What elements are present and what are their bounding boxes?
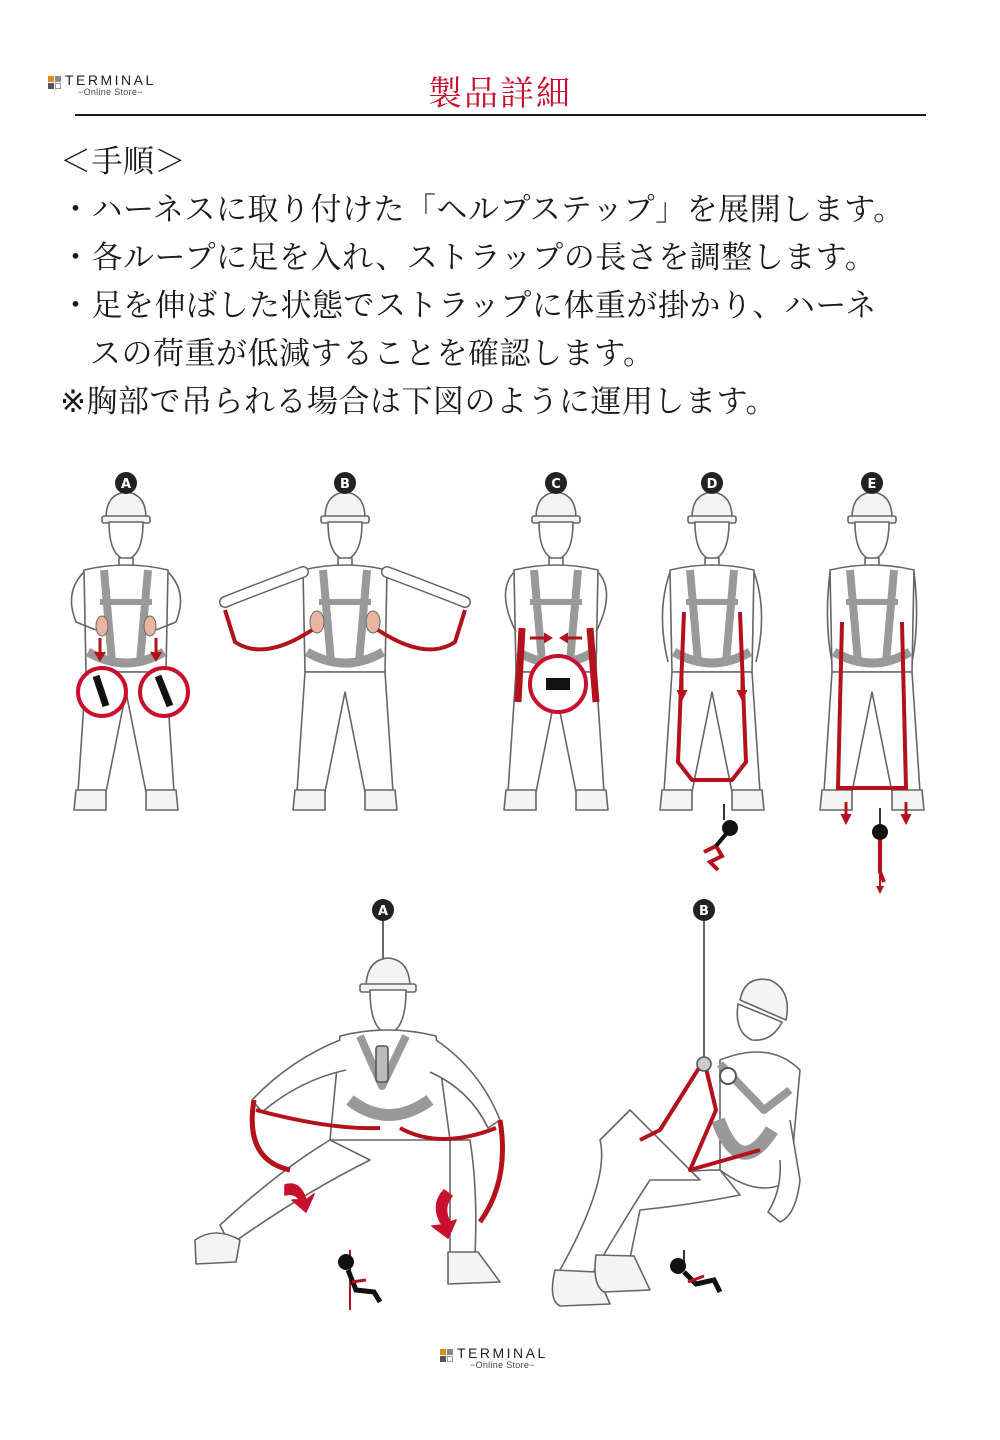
step-e-illustration: [820, 482, 924, 894]
figure-top-labels: [0, 460, 1000, 520]
page-title: 製品詳細: [428, 74, 572, 114]
step-1: ・ハーネスに取り付けた「ヘルプステップ」を展開します。: [60, 192, 905, 228]
note: ※胸部で吊られる場合は下図のように運用します。: [60, 384, 777, 420]
step-label-e: E: [867, 477, 877, 492]
bottom-label-b: B: [699, 904, 709, 919]
step-label-a: A: [120, 477, 132, 492]
logo-sub: −Online Store−: [78, 87, 143, 97]
logo-brand: TERMINAL: [65, 72, 156, 88]
step-label-b: B: [340, 477, 350, 492]
step-b-illustration: [225, 482, 465, 810]
step-3-cont: スの荷重が低減することを確認します。: [90, 336, 655, 372]
step-c-illustration: [504, 482, 608, 810]
logo-brand: TERMINAL: [457, 1345, 548, 1361]
figure-top: [0, 460, 1000, 910]
logo-sub: −Online Store−: [470, 1360, 535, 1370]
terminal-logo-footer: [440, 1346, 548, 1370]
bottom-label-a: A: [377, 904, 389, 919]
logo-squares-icon: [440, 1349, 453, 1362]
title-divider: [75, 114, 926, 116]
step-d-illustration: [660, 482, 764, 870]
step-label-c: C: [551, 477, 561, 492]
figure-bottom: [0, 890, 1000, 1330]
step-a-illustration: [72, 482, 189, 810]
step-label-d: D: [706, 477, 718, 492]
suspended-front-illustration: [195, 921, 503, 1284]
instructions-heading: ＜手順＞: [60, 144, 186, 180]
mini-figure-side: [670, 1250, 720, 1292]
mini-figure-front: [338, 1250, 380, 1310]
step-2: ・各ループに足を入れ、ストラップの長さを調整します。: [60, 240, 877, 276]
step-3: ・足を伸ばした状態でストラップに体重が掛かり、ハーネ: [60, 288, 877, 324]
instructions: [60, 138, 960, 426]
suspended-side-illustration: [552, 921, 800, 1306]
